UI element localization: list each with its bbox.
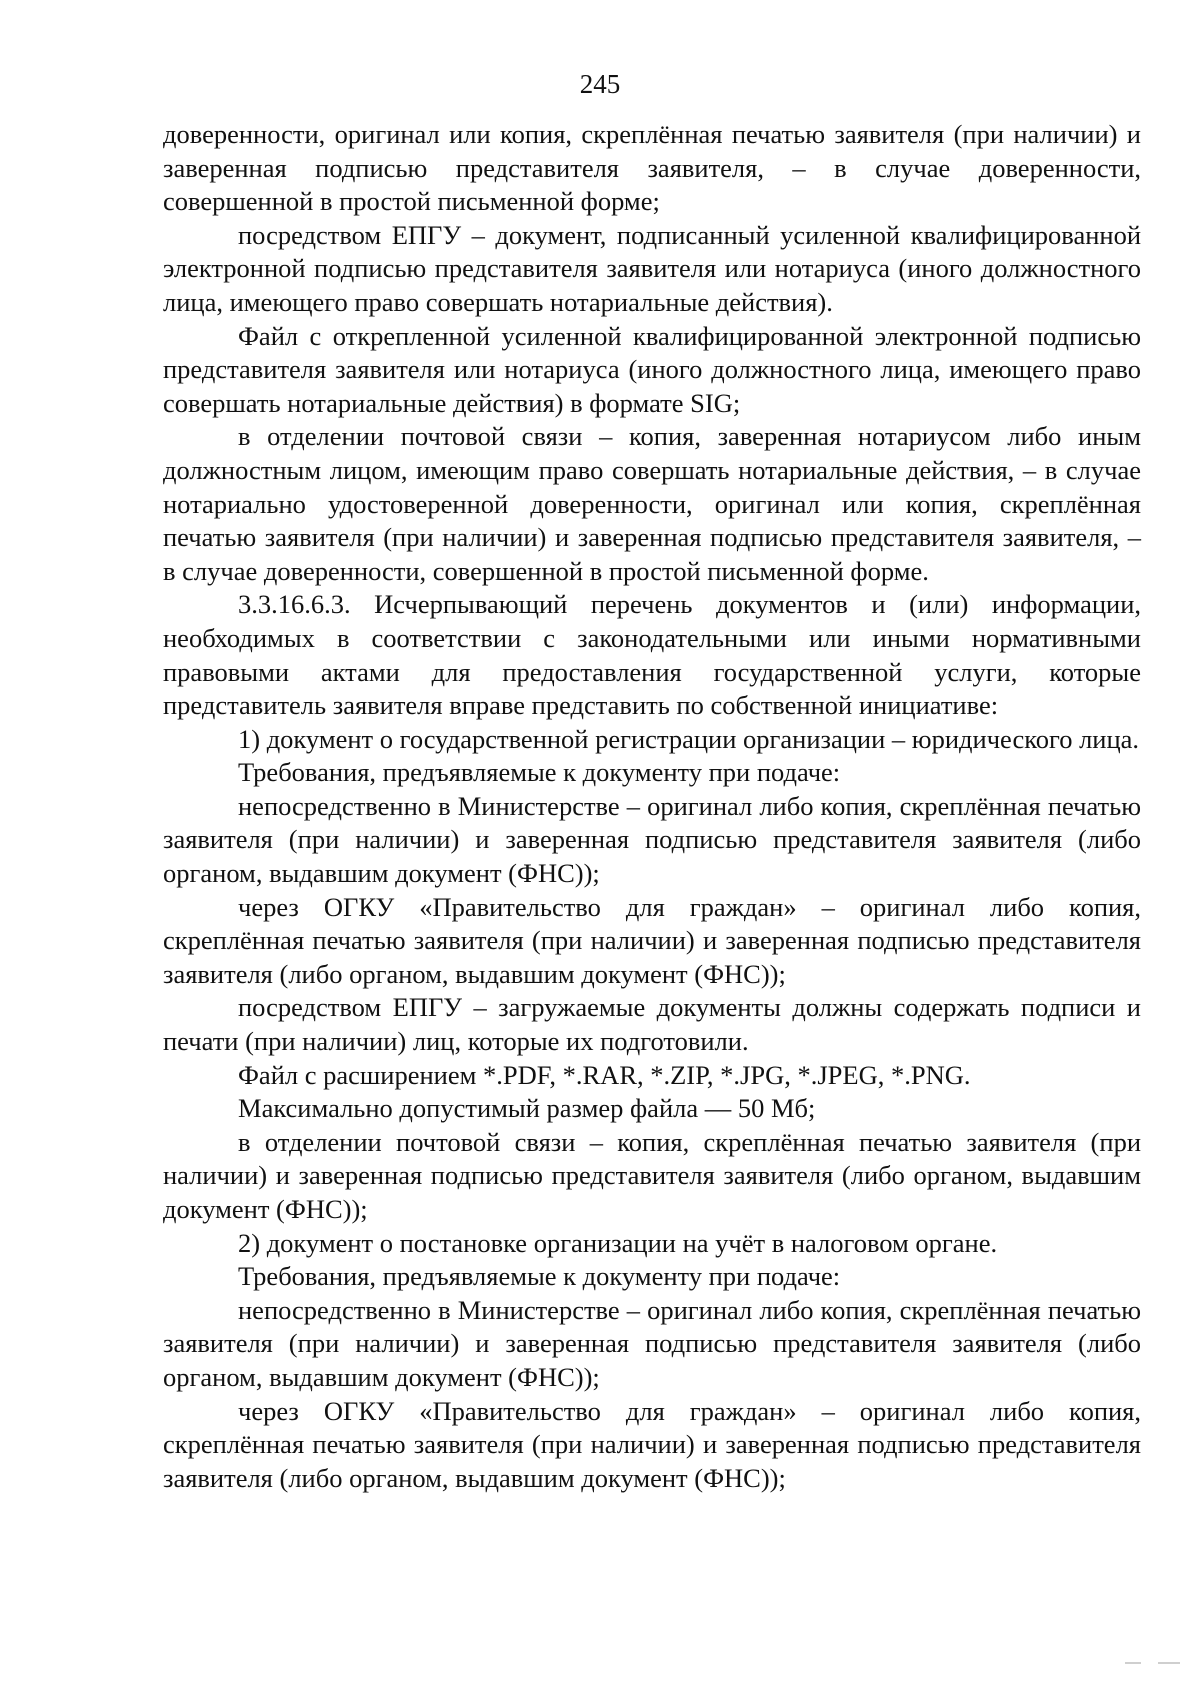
paragraph-post-office-1: в отделении почтовой связи – копия, скреплённая печатью заявителя (при наличии) и заверенная подписью представителя заявителя (либо органом, выдавшим документ (ФНС)); (163, 1126, 1141, 1224)
page-number: 245 (579, 69, 621, 99)
scan-artifact-mark (1158, 1662, 1180, 1664)
paragraph-max-file-size: Максимально допустимый размер файла — 50 Мб; (238, 1093, 816, 1124)
paragraph-section-3-3-16-6-3: 3.3.16.6.3. Исчерпывающий перечень документов и (или) информации, необходимых в соответствии с законодательными или иными нормативными правовыми актами для предоставления государственной услуги, которые представитель заявителя вправе представить по собственной инициативе: (163, 589, 1141, 721)
paragraph-ogku-2: через ОГКУ «Правительство для граждан» – оригинал либо копия, скреплённая печатью заявителя (при наличии) и заверенная подписью представителя заявителя (либо органом, выдавшим документ (ФНС)); (163, 1395, 1141, 1493)
paragraph-post-office-proxy: в отделении почтовой связи – копия, заверенная нотариусом либо иным должностным лицом, имеющим право совершать нотариальные действия, – в случае нотариально удостоверенной доверенности, оригинал или копия, скреплённая печатью заявителя (при наличии) и заверенная подписью представителя заявителя, – в случае доверенности, совершенной в простой письменной форме. (163, 421, 1141, 586)
paragraph-ministry-2: непосредственно в Министерстве – оригинал либо копия, скреплённая печатью заявителя (при наличии) и заверенная подписью представителя заявителя (либо органом, выдавшим документ (ФНС)); (163, 1294, 1141, 1392)
paragraph-continuation: доверенности, оригинал или копия, скреплённая печатью заявителя (при наличии) и заверенная подписью представителя заявителя, – в случае доверенности, совершенной в простой письменной форме; (163, 119, 1141, 217)
document-body (163, 118, 1141, 1495)
scan-artifact-mark (1125, 1662, 1141, 1664)
paragraph-file-extensions: Файл с расширением *.PDF, *.RAR, *.ZIP, *.JPG, *.JPEG, *.PNG. (238, 1059, 971, 1090)
paragraph-requirements-1: Требования, предъявляемые к документу при подаче: (238, 757, 841, 788)
paragraph-ministry-1: непосредственно в Министерстве – оригинал либо копия, скреплённая печатью заявителя (при наличии) и заверенная подписью представителя заявителя (либо органом, выдавшим документ (ФНС)); (163, 790, 1141, 889)
paragraph-ogku-1: через ОГКУ «Правительство для граждан» – оригинал либо копия, скреплённая печатью заявителя (при наличии) и заверенная подписью представителя заявителя (либо органом, выдавшим документ (ФНС)); (163, 891, 1141, 989)
paragraph-epgu-proxy: посредством ЕПГУ – документ, подписанный усиленной квалифицированной электронной подписью представителя заявителя или нотариуса (иного должностного лица, имеющего право совершать нотариальные действия). (163, 219, 1141, 317)
paragraph-requirements-2: Требования, предъявляемые к документу при подаче: (238, 1261, 841, 1292)
paragraph-item-2: 2) документ о постановке организации на учёт в налоговом органе. (238, 1227, 998, 1258)
paragraph-item-1: 1) документ о государственной регистрации организации – юридического лица. (238, 723, 1140, 754)
paragraph-epgu-1: посредством ЕПГУ – загружаемые документы должны содержать подписи и печати (при наличии) лиц, которые их подготовили. (163, 992, 1141, 1057)
paragraph-sig-file: Файл с открепленной усиленной квалифицированной электронной подписью представителя заявителя или нотариуса (иного должностного лица, имеющего право совершать нотариальные действия) в формате SIG; (163, 320, 1141, 418)
